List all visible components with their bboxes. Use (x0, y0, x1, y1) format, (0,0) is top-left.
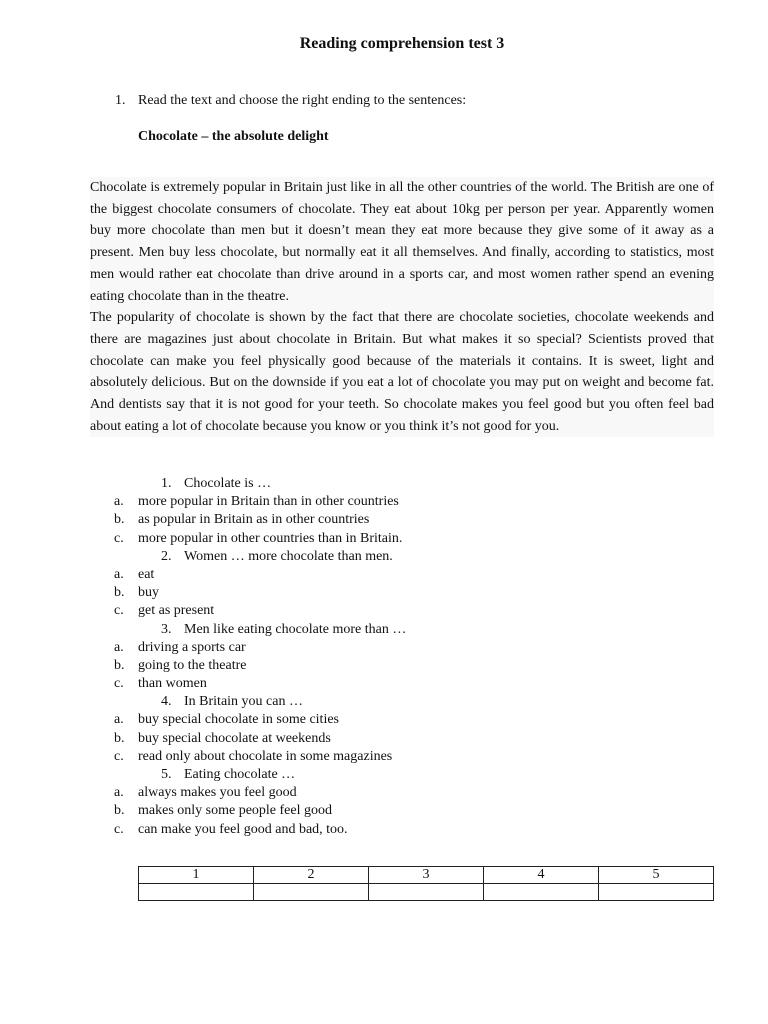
answer-header-2: 2 (254, 867, 369, 884)
passage-paragraph-1: Chocolate is extremely popular in Britain just like in all the other countries of the world. The British are one of the biggest chocolate consumers of chocolate. They eat about 10kg per person per year. Apparently women buy more chocolate than men but it doesn’t mean they eat more because they give some of it away as a present. Men buy less chocolate, but normally eat it all themselves. And finally, according to statistics, most men would rather eat chocolate than drive around in a sports car, and most women rather spend an evening eating chocolate than in the theatre. (90, 180, 714, 304)
option-text: makes only some people feel good (138, 803, 333, 819)
option-text: always makes you feel good (138, 785, 297, 801)
option-1c (0, 530, 768, 548)
option-letter: c. (114, 676, 124, 692)
answer-cell-4[interactable] (484, 884, 599, 901)
reading-passage (90, 177, 714, 437)
option-text: buy special chocolate at weekends (138, 730, 331, 746)
passage-title: Chocolate – the absolute delight (138, 129, 329, 144)
option-letter: a. (114, 785, 124, 801)
option-text: read only about chocolate in some magazines (138, 748, 393, 764)
question-text: Women … more chocolate than men. (184, 548, 393, 564)
passage-paragraph-2: The popularity of chocolate is shown by the fact that there are chocolate societies, chocolate weekends and there are magazines just about chocolate in Britain. But what makes it so special? Scientists proved that chocolate can make you feel physically good because of the materials it contains. It is sweet, light and absolutely delicious. But on the downside if you eat a lot of chocolate you may put on weight and become fat. And dentists say that it is not good for your teeth. So chocolate makes you feel good but you often feel bad about eating a lot of chocolate because you know or you think it’s not good for you. (90, 310, 714, 434)
answer-cell-1[interactable] (139, 884, 254, 901)
question-text: Men like eating chocolate more than … (184, 621, 407, 637)
option-text: buy (138, 585, 159, 601)
option-1b (0, 511, 768, 529)
answer-header-5: 5 (599, 867, 714, 884)
option-2c (0, 602, 768, 620)
option-letter: b. (114, 730, 125, 746)
answer-cell-5[interactable] (599, 884, 714, 901)
answer-header-3: 3 (369, 867, 484, 884)
answer-table (138, 866, 714, 901)
question-4 (0, 693, 768, 711)
question-text: In Britain you can … (184, 694, 303, 710)
question-text: Chocolate is … (184, 476, 272, 491)
question-2 (0, 548, 768, 566)
option-text: more popular in Britain than in other countries (138, 494, 399, 510)
instruction-text: Read the text and choose the right ending to the sentences: (138, 93, 467, 108)
option-text: as popular in Britain as in other countries (138, 512, 370, 528)
answer-cell-2[interactable] (254, 884, 369, 901)
question-5 (0, 766, 768, 784)
option-5b (0, 802, 768, 820)
option-letter: a. (114, 566, 124, 582)
option-letter: b. (114, 512, 125, 528)
option-letter: b. (114, 657, 125, 673)
option-letter: c. (114, 603, 124, 619)
option-text: buy special chocolate in some cities (138, 712, 339, 728)
option-letter: c. (114, 748, 124, 764)
question-number: 5. (161, 767, 172, 782)
option-text: going to the theatre (138, 657, 247, 673)
option-4c (0, 748, 768, 766)
instruction-number: 1. (115, 93, 126, 108)
option-text: eat (138, 566, 155, 582)
question-3 (0, 621, 768, 639)
option-3a (0, 639, 768, 657)
question-text: Eating chocolate … (184, 767, 296, 782)
question-number: 3. (161, 621, 172, 637)
option-letter: a. (114, 639, 124, 655)
option-5c (0, 821, 768, 839)
option-3c (0, 675, 768, 693)
option-letter: b. (114, 585, 125, 601)
option-letter: a. (114, 712, 124, 728)
question-1 (0, 475, 768, 493)
option-text: than women (138, 676, 207, 692)
option-letter: a. (114, 494, 124, 510)
page-title: Reading comprehension test 3 (299, 35, 505, 52)
question-list (0, 475, 768, 839)
option-3b (0, 657, 768, 675)
question-number: 1. (161, 476, 172, 491)
option-text: can make you feel good and bad, too. (138, 821, 348, 837)
option-4a (0, 711, 768, 729)
option-text: driving a sports car (138, 639, 246, 655)
option-text: more popular in other countries than in Britain. (138, 530, 403, 546)
answer-table-header-row (139, 867, 714, 884)
answer-cell-3[interactable] (369, 884, 484, 901)
answer-header-1: 1 (139, 867, 254, 884)
option-letter: c. (114, 821, 124, 837)
option-4b (0, 730, 768, 748)
option-2b (0, 584, 768, 602)
option-5a (0, 784, 768, 802)
option-letter: c. (114, 530, 124, 546)
option-text: get as present (138, 603, 215, 619)
option-letter: b. (114, 803, 125, 819)
question-number: 2. (161, 548, 172, 564)
question-number: 4. (161, 694, 172, 710)
option-1a (0, 493, 768, 511)
answer-table-answer-row (139, 884, 714, 901)
instruction (115, 93, 466, 109)
answer-header-4: 4 (484, 867, 599, 884)
option-2a (0, 566, 768, 584)
